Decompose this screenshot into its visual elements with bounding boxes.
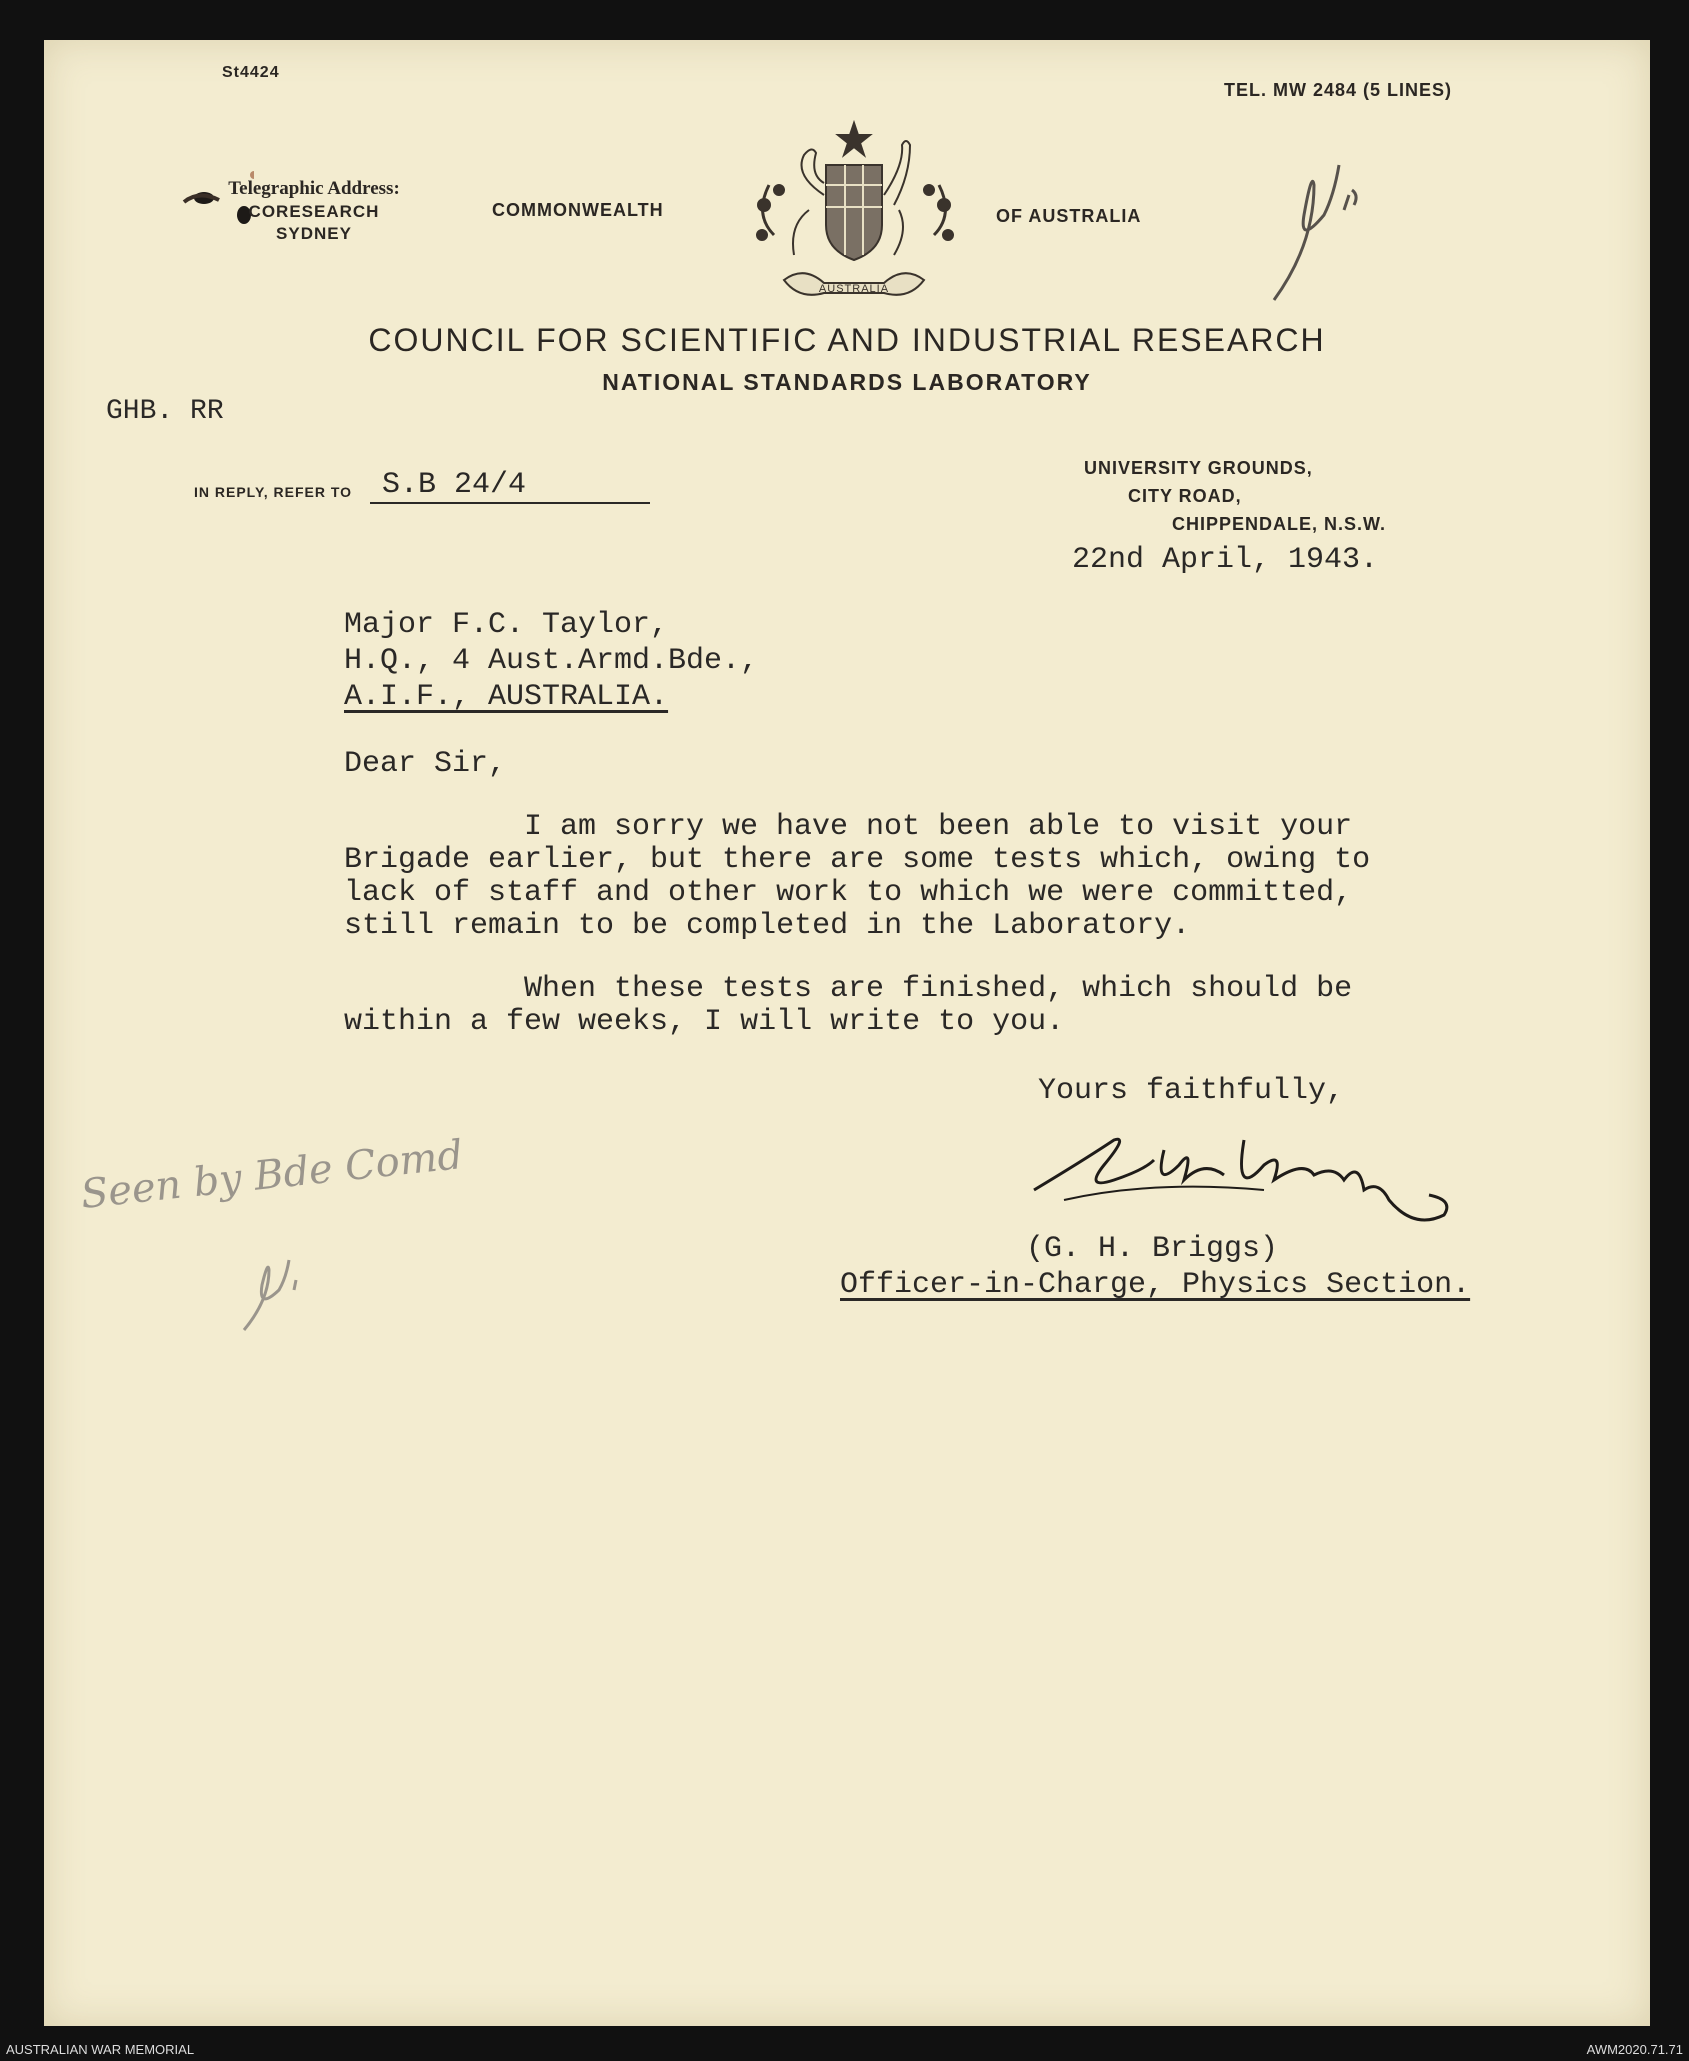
signatory-name: (G. H. Briggs) — [1026, 1232, 1279, 1266]
body-line: lack of staff and other work to which we were committed, — [344, 876, 1353, 910]
laboratory-title: NATIONAL STANDARDS LABORATORY — [602, 369, 1092, 395]
body-line: When these tests are finished, which should be — [524, 972, 1353, 1006]
footer-right: AWM2020.71.71 — [1586, 2042, 1683, 2057]
typist-initials: GHB. RR — [106, 396, 224, 427]
catalogue-code: St4424 — [222, 64, 280, 81]
letter-date: 22nd April, 1943. — [1072, 543, 1379, 577]
reply-reference-number: S.B 24/4 — [370, 468, 650, 504]
letter-page — [44, 40, 1650, 2026]
pencil-initial-mark-lower — [224, 1240, 334, 1340]
telegraphic-address-label: Telegraphic Address: — [228, 178, 400, 199]
closing: Yours faithfully, — [1038, 1074, 1345, 1108]
telegraphic-address-line2: SYDNEY — [276, 224, 352, 243]
of-australia-text: OF AUSTRALIA — [996, 206, 1142, 226]
recipient-line1: Major F.C. Taylor, — [344, 608, 669, 642]
telephone-number: TEL. MW 2484 (5 LINES) — [1224, 80, 1453, 100]
body-line: Brigade earlier, but there are some tests which, owing to — [344, 843, 1371, 877]
telegraphic-address-line1: CORESEARCH — [248, 202, 380, 221]
address-line1: UNIVERSITY GROUNDS, — [1084, 458, 1313, 478]
body-line: still remain to be completed in the Laboratory. — [344, 909, 1191, 943]
reply-reference-label: IN REPLY, REFER TO — [194, 484, 353, 500]
body-line: within a few weeks, I will write to you. — [344, 1005, 1065, 1039]
council-title: COUNCIL FOR SCIENTIFIC AND INDUSTRIAL RESEARCH — [368, 322, 1326, 358]
address-line2: CITY ROAD, — [1128, 486, 1242, 506]
coat-of-arms-icon — [734, 115, 974, 325]
pencil-annotation: Seen by Bde Comd — [78, 1132, 466, 1218]
pencil-initial-mark — [1254, 135, 1374, 315]
recipient-line3: A.I.F., AUSTRALIA. — [344, 680, 669, 714]
commonwealth-text: COMMONWEALTH — [492, 200, 664, 220]
footer-left: AUSTRALIAN WAR MEMORIAL — [6, 2042, 195, 2057]
body-line: I am sorry we have not been able to visit your — [524, 810, 1353, 844]
crest-scroll-text: AUSTRALIA — [818, 283, 890, 295]
signatory-title: Officer-in-Charge, Physics Section. — [840, 1268, 1471, 1302]
address-line3: CHIPPENDALE, N.S.W. — [1172, 514, 1387, 534]
salutation: Dear Sir, — [344, 747, 507, 781]
recipient-line2: H.Q., 4 Aust.Armd.Bde., — [344, 644, 759, 678]
